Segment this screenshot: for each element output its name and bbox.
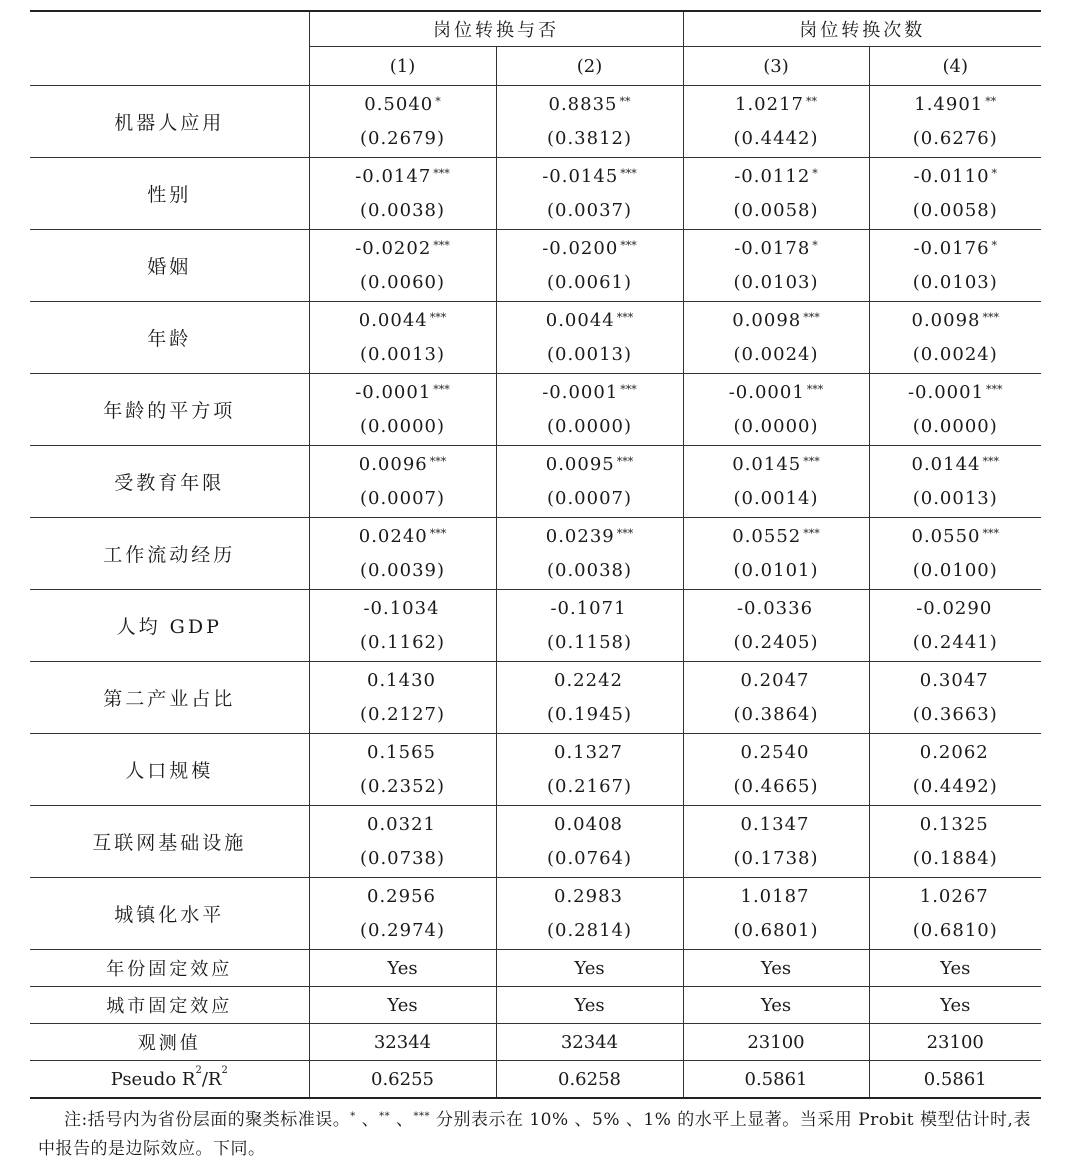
standard-error: (0.0024) [912,343,998,365]
table-row [30,662,1041,734]
estimate-cell [683,446,869,518]
significance-stars: *** [616,454,634,468]
note-text-1: 注:括号内为省份层面的聚类标准误。 [64,1110,351,1130]
label-part-b: /R [201,1068,222,1090]
standard-error: (0.3864) [733,703,819,725]
standard-error: (0.0039) [359,559,446,581]
standard-error: (0.0024) [733,343,819,365]
row-label: 受教育年限 [30,446,309,518]
coef-line [310,448,496,482]
coef-line [870,520,1042,554]
table-row [30,734,1041,806]
group-header-count: 岗位转换次数 [683,11,1041,47]
estimate-cell [309,662,496,734]
note-star-3: *** [413,1111,431,1122]
value-cell: 32344 [496,1024,683,1061]
standard-error: (0.0738) [359,847,446,869]
coefficient: 1.0267 [919,885,989,907]
standard-error: (0.6801) [733,919,819,941]
table-row [30,878,1041,950]
estimate-cell [496,662,683,734]
coefficient: 0.0144 [911,453,981,475]
estimate-cell [683,86,869,158]
row-label: 观测值 [30,1024,309,1061]
significance-stars: ** [985,94,997,108]
table-row [30,158,1041,230]
table-row [30,950,1041,987]
significance-stars: * [991,238,998,252]
superscript-2: 2 [221,1064,228,1076]
estimate-cell [309,590,496,662]
coefficient: 0.2540 [740,741,810,763]
coefficient: 0.2062 [919,741,989,763]
standard-error: (0.1162) [359,631,446,653]
standard-error: (0.0103) [733,271,819,293]
coef-line [684,592,869,626]
estimate-cell [309,86,496,158]
standard-error: (0.2679) [359,127,446,149]
coefficient: 0.2956 [367,885,436,907]
coefficient: 0.1327 [554,741,623,763]
coef-line [684,376,869,410]
estimate-cell [869,590,1041,662]
estimate-cell [496,446,683,518]
value-cell: 0.5861 [683,1061,869,1099]
coefficient: 1.0187 [740,885,810,907]
coef-line [684,808,869,842]
coefficient: 0.0098 [732,309,802,331]
table-row [30,446,1041,518]
row-label: 互联网基础设施 [30,806,309,878]
significance-stars: *** [803,526,820,540]
note-text-2: 分别表示在 10% 、5% 、1% 的水平上显著。当采用 Probit 模型估计时,表中报告的是边际效应。下同。 [38,1110,1031,1159]
standard-error: (0.2441) [912,631,998,653]
row-label: 城镇化水平 [30,878,309,950]
col-header-3: (3) [683,47,869,86]
coef-line [684,448,869,482]
coefficient: 0.3047 [919,669,989,691]
estimate-cell [683,662,869,734]
table-row [30,590,1041,662]
estimate-cell [309,518,496,590]
estimate-cell [496,806,683,878]
row-label: 性别 [30,158,309,230]
coefficient: -0.0145 [542,165,619,187]
standard-error: (0.2974) [359,919,446,941]
coefficient: 0.0552 [732,525,802,547]
standard-error: (0.2127) [359,703,446,725]
coef-line [497,232,683,266]
value-cell: 0.6255 [309,1061,496,1099]
row-label: 婚姻 [30,230,309,302]
estimate-cell [496,302,683,374]
standard-error: (0.0038) [546,559,633,581]
estimate-cell [309,734,496,806]
value-cell: 32344 [309,1024,496,1061]
standard-error: (0.0014) [733,487,819,509]
coefficient: 0.0239 [545,525,615,547]
estimate-cell [309,878,496,950]
estimate-cell [683,374,869,446]
value-cell: Yes [309,987,496,1024]
coefficient: -0.0336 [736,597,814,619]
significance-stars: *** [433,238,450,252]
estimate-cell [683,158,869,230]
coef-line [870,88,1042,122]
row-label: 工作流动经历 [30,518,309,590]
value-cell: Yes [496,950,683,987]
standard-error: (0.2167) [546,775,633,797]
standard-error: (0.4665) [733,775,819,797]
standard-error: (0.0000) [546,415,633,437]
row-label: 年份固定效应 [30,950,309,987]
estimate-cell [869,518,1041,590]
coef-line [684,232,869,266]
significance-stars: *** [620,238,637,252]
coefficient: -0.0001 [907,381,985,403]
standard-error: (0.0038) [359,199,446,221]
header-corner [30,11,309,86]
significance-stars: *** [620,382,637,396]
significance-stars: *** [429,310,447,324]
estimate-cell [869,158,1041,230]
coefficient: -0.0147 [355,165,432,187]
table-note [38,1106,1048,1164]
estimate-cell [683,302,869,374]
standard-error: (0.0101) [733,559,819,581]
estimate-cell [309,230,496,302]
coef-line [497,304,683,338]
coefficient: 0.0044 [545,309,615,331]
estimate-cell [496,878,683,950]
coef-line [684,520,869,554]
estimate-cell [869,230,1041,302]
coef-line [310,880,496,914]
coef-line [870,664,1042,698]
coefficient: 0.1430 [367,669,436,691]
significance-stars: *** [616,310,634,324]
superscript-2: 2 [195,1064,202,1076]
coefficient: 0.0240 [358,525,428,547]
estimate-cell [496,230,683,302]
standard-error: (0.3663) [912,703,998,725]
coefficient: 0.0098 [911,309,981,331]
coefficient: 0.0096 [358,453,428,475]
estimate-cell [309,158,496,230]
coef-line [497,736,683,770]
estimate-cell [496,518,683,590]
coefficient: -0.0112 [734,165,811,187]
estimate-cell [496,158,683,230]
coef-line [870,808,1042,842]
table-row-pseudo-r2 [30,1061,1041,1099]
significance-stars: *** [803,310,820,324]
significance-stars: *** [986,382,1003,396]
standard-error: (0.0013) [912,487,998,509]
coef-line [870,232,1042,266]
value-cell: 0.5861 [869,1061,1041,1099]
coef-line [497,520,683,554]
coefficient: 0.1347 [740,813,810,835]
coef-line [310,304,496,338]
coefficient: 0.0408 [554,813,623,835]
estimate-cell [869,878,1041,950]
coefficient: -0.0001 [728,381,805,403]
coef-line [870,880,1042,914]
standard-error: (0.2352) [359,775,446,797]
coefficient: -0.0001 [542,381,619,403]
standard-error: (0.0000) [912,415,998,437]
coefficient: -0.0001 [355,381,432,403]
row-label: 人均 GDP [30,590,309,662]
standard-error: (0.0060) [359,271,446,293]
coef-line [870,160,1042,194]
coefficient: 0.2242 [554,669,623,691]
coefficient: 0.5040 [364,93,434,115]
standard-error: (0.4442) [733,127,819,149]
estimate-cell [683,590,869,662]
value-cell: 23100 [683,1024,869,1061]
significance-stars: *** [982,310,999,324]
coef-line [310,664,496,698]
coefficient: -0.1071 [550,597,627,619]
coef-line [870,592,1042,626]
coef-line [497,376,683,410]
estimate-cell [869,446,1041,518]
significance-stars: *** [620,166,637,180]
standard-error: (0.6810) [912,919,998,941]
standard-error: (0.0764) [546,847,633,869]
estimate-cell [683,734,869,806]
note-sep-1: 、 [355,1110,380,1130]
significance-stars: * [991,166,998,180]
significance-stars: *** [429,526,447,540]
coef-line [497,448,683,482]
coef-line [310,160,496,194]
header-row-groups [30,11,1041,47]
standard-error: (0.0007) [359,487,446,509]
row-label: 年龄 [30,302,309,374]
coef-line [310,88,496,122]
coefficient: -0.0178 [734,237,811,259]
coef-line [310,232,496,266]
estimate-cell [309,302,496,374]
standard-error: (0.1158) [546,631,633,653]
coef-line [497,160,683,194]
coef-line [684,160,869,194]
value-cell: Yes [309,950,496,987]
table-row [30,302,1041,374]
row-label: 第二产业占比 [30,662,309,734]
standard-error: (0.0058) [733,199,819,221]
row-label: 机器人应用 [30,86,309,158]
estimate-cell [869,734,1041,806]
coefficient: 0.0145 [732,453,802,475]
standard-error: (0.0037) [546,199,633,221]
regression-table [30,10,1041,1099]
estimate-cell [683,518,869,590]
coefficient: -0.1034 [363,597,440,619]
value-cell: 23100 [869,1024,1041,1061]
value-cell: Yes [496,987,683,1024]
estimate-cell [496,590,683,662]
value-cell: Yes [683,950,869,987]
significance-stars: *** [806,382,824,396]
standard-error: (0.0058) [912,199,998,221]
col-header-4: (4) [869,47,1041,86]
row-label [30,1061,309,1099]
coefficient: 0.0044 [358,309,428,331]
coef-line [497,88,683,122]
significance-stars: *** [433,382,450,396]
significance-stars: *** [982,454,999,468]
estimate-cell [869,86,1041,158]
significance-stars: *** [616,526,634,540]
col-header-1: (1) [309,47,496,86]
estimate-cell [309,374,496,446]
coefficient: -0.0200 [542,237,619,259]
estimate-cell [496,374,683,446]
significance-stars: * [435,94,441,108]
coefficient: 0.0095 [545,453,615,475]
significance-stars: *** [982,526,999,540]
standard-error: (0.1884) [912,847,998,869]
estimate-cell [496,86,683,158]
coef-line [497,880,683,914]
value-cell: Yes [869,987,1041,1024]
value-cell: Yes [869,950,1041,987]
coef-line [497,592,683,626]
row-label: 城市固定效应 [30,987,309,1024]
estimate-cell [869,302,1041,374]
coefficient: 0.1325 [919,813,989,835]
label-part-a: Pseudo R [110,1068,196,1090]
estimate-cell [309,446,496,518]
table-row [30,806,1041,878]
coef-line [684,736,869,770]
coef-line [870,736,1042,770]
coefficient: -0.0202 [355,237,432,259]
coef-line [684,664,869,698]
coef-line [684,88,869,122]
coefficient: 0.1565 [367,741,436,763]
standard-error: (0.2814) [546,919,633,941]
coefficient: 1.0217 [735,93,804,115]
standard-error: (0.2405) [733,631,819,653]
coefficient: 1.4901 [914,93,984,115]
standard-error: (0.0013) [546,343,633,365]
coefficient: -0.0176 [913,237,990,259]
col-header-2: (2) [496,47,683,86]
coefficient: 0.2047 [740,669,810,691]
significance-stars: ** [619,94,631,108]
significance-stars: *** [803,454,820,468]
coefficient: 0.8835 [548,93,618,115]
standard-error: (0.0061) [546,271,633,293]
standard-error: (0.6276) [912,127,998,149]
standard-error: (0.0100) [912,559,998,581]
significance-stars: *** [433,166,450,180]
estimate-cell [683,806,869,878]
standard-error: (0.4492) [912,775,998,797]
standard-error: (0.1945) [546,703,633,725]
table-row [30,374,1041,446]
table-row [30,1024,1041,1061]
estimate-cell [309,806,496,878]
coef-line [310,376,496,410]
coef-line [870,448,1042,482]
coef-line [870,376,1042,410]
coefficient: -0.0110 [913,165,990,187]
coef-line [310,592,496,626]
value-cell: 0.6258 [496,1061,683,1099]
standard-error: (0.0000) [359,415,446,437]
coef-line [870,304,1042,338]
note-star-2: ** [379,1111,391,1122]
standard-error: (0.0000) [733,415,819,437]
significance-stars: *** [429,454,447,468]
standard-error: (0.0013) [359,343,446,365]
table-row [30,987,1041,1024]
coefficient: 0.2983 [554,885,623,907]
standard-error: (0.1738) [733,847,819,869]
coefficient: -0.0290 [916,597,993,619]
note-sep-2: 、 [390,1110,414,1130]
estimate-cell [683,230,869,302]
standard-error: (0.0103) [912,271,998,293]
row-label: 人口规模 [30,734,309,806]
significance-stars: * [812,238,818,252]
coef-line [310,808,496,842]
estimate-cell [869,374,1041,446]
estimate-cell [496,734,683,806]
row-label: 年龄的平方项 [30,374,309,446]
coefficient: 0.0321 [367,813,436,835]
value-cell: Yes [683,987,869,1024]
coef-line [684,880,869,914]
estimate-cell [869,806,1041,878]
estimate-cell [683,878,869,950]
coef-line [497,664,683,698]
table-row [30,230,1041,302]
table-row [30,518,1041,590]
coef-line [684,304,869,338]
coefficient: 0.0550 [911,525,981,547]
coef-line [310,520,496,554]
table-row [30,86,1041,158]
coef-line [310,736,496,770]
significance-stars: ** [805,94,817,108]
group-header-switch: 岗位转换与否 [309,11,683,47]
significance-stars: * [812,166,818,180]
coef-line [497,808,683,842]
note-star-1: * [350,1111,356,1122]
estimate-cell [869,662,1041,734]
standard-error: (0.3812) [546,127,633,149]
standard-error: (0.0007) [546,487,633,509]
